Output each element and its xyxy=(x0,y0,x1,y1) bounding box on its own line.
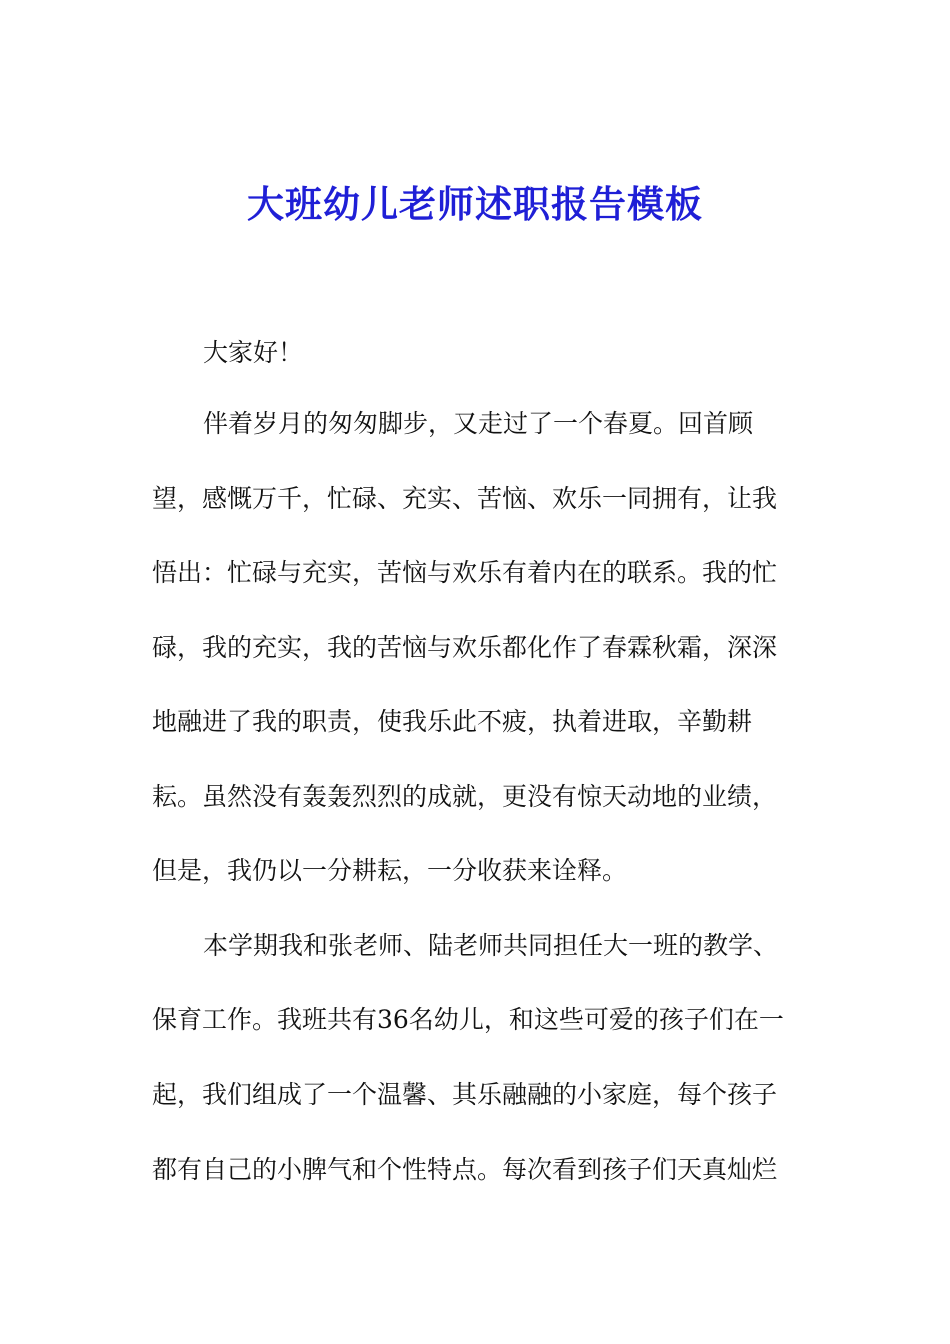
paragraph-line: 都有自己的小脾气和个性特点。每次看到孩子们天真灿烂 xyxy=(152,1155,778,1184)
paragraph-line: 起，我们组成了一个温馨、其乐融融的小家庭，每个孩子 xyxy=(152,1080,778,1109)
paragraph-line: 碌，我的充实，我的苦恼与欢乐都化作了春霖秋霜，深深 xyxy=(152,633,778,662)
paragraph-line: 本学期我和张老师、陆老师共同担任大一班的教学、 xyxy=(203,931,779,960)
paragraph-line: 但是，我仍以一分耕耘，一分收获来诠释。 xyxy=(152,856,628,885)
document-title: 大班幼儿老师述职报告模板 xyxy=(247,182,703,226)
paragraph-line: 悟出：忙碌与充实，苦恼与欢乐有着内在的联系。我的忙 xyxy=(152,558,778,587)
greeting-line: 大家好！ xyxy=(203,338,304,367)
paragraph-line: 望，感慨万千，忙碌、充实、苦恼、欢乐一同拥有，让我 xyxy=(152,484,778,513)
paragraph-line: 地融进了我的职责，使我乐此不疲，执着进取，辛勤耕 xyxy=(152,707,753,736)
paragraph-line: 保育工作。我班共有36名幼儿，和这些可爱的孩子们在一 xyxy=(152,1005,784,1034)
paragraph-line: 伴着岁月的匆匆脚步，又走过了一个春夏。回首顾 xyxy=(203,409,754,438)
paragraph-line: 耘。虽然没有轰轰烈烈的成就，更没有惊天动地的业绩， xyxy=(152,782,778,811)
